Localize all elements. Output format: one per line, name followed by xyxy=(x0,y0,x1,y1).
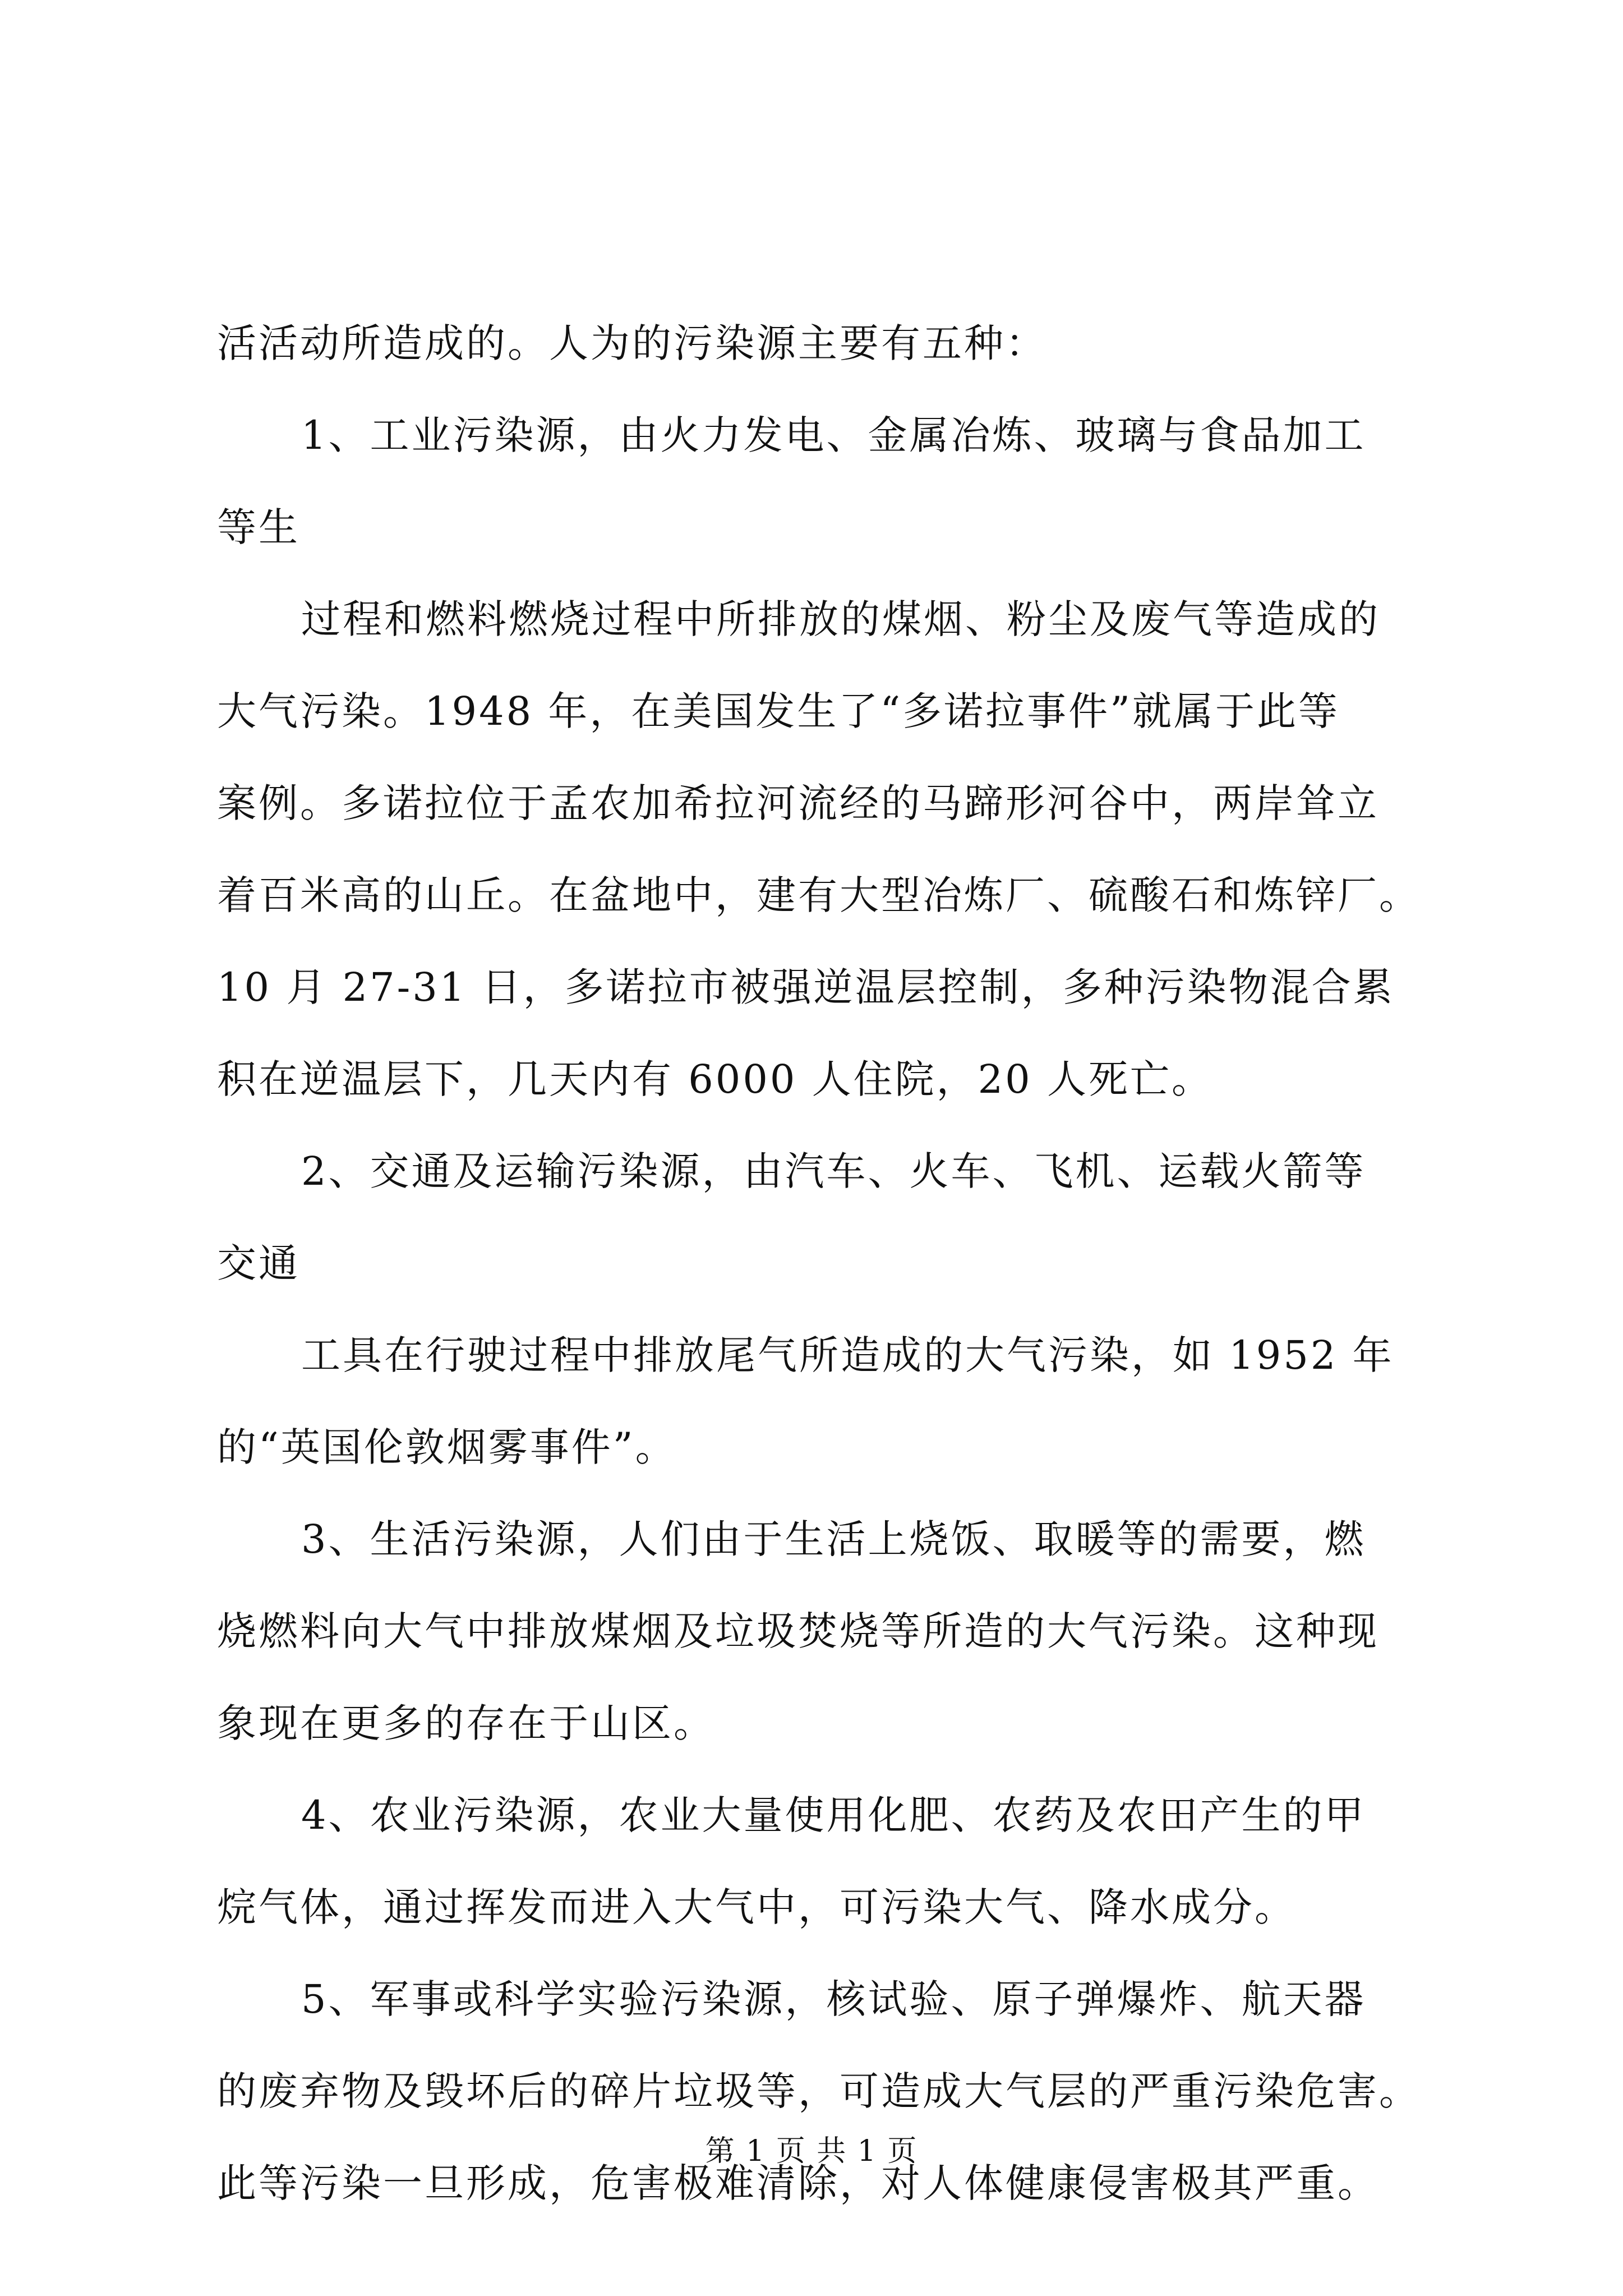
text-line: 工具在行驶过程中排放尾气所造成的大气污染，如 1952 年 xyxy=(301,1332,1394,1378)
text-line: 烷气体，通过挥发而进入大气中，可污染大气、降水成分。 xyxy=(217,1884,1296,1930)
text-line: 的“英国伦敦烟雾事件”。 xyxy=(217,1424,677,1470)
text-line: 5、军事或科学实验污染源，核试验、原子弹爆炸、航天器 xyxy=(301,1976,1366,2022)
text-line: 等生 xyxy=(217,504,300,550)
text-line: 2、交通及运输污染源，由汽车、火车、飞机、运载火箭等 xyxy=(301,1148,1366,1194)
page-footer: 第 1 页 共 1 页 xyxy=(705,2134,918,2168)
text-line: 积在逆温层下，几天内有 6000 人住院，20 人死亡。 xyxy=(217,1056,1213,1102)
text-line: 大气污染。1948 年，在美国发生了“多诺拉事件”就属于此等 xyxy=(217,688,1340,734)
text-line: 10 月 27-31 日，多诺拉市被强逆温层控制，多种污染物混合累 xyxy=(217,964,1395,1010)
text-line: 过程和燃料燃烧过程中所排放的煤烟、粉尘及废气等造成的 xyxy=(301,596,1380,642)
document-body xyxy=(217,297,1428,2229)
text-line: 活活动所造成的。人为的污染源主要有五种： xyxy=(217,320,1047,366)
text-line: 4、农业污染源，农业大量使用化肥、农药及农田产生的甲 xyxy=(301,1792,1366,1838)
text-line: 象现在更多的存在于山区。 xyxy=(217,1700,715,1746)
text-line: 案例。多诺拉位于孟农加希拉河流经的马蹄形河谷中，两岸耸立 xyxy=(217,780,1379,826)
text-line: 烧燃料向大气中排放煤烟及垃圾焚烧等所造的大气污染。这种现 xyxy=(217,1608,1379,1654)
text-line: 1、工业污染源，由火力发电、金属冶炼、玻璃与食品加工 xyxy=(301,412,1366,458)
text-line: 3、生活污染源，人们由于生活上烧饭、取暖等的需要，燃 xyxy=(301,1516,1366,1562)
text-line: 着百米高的山丘。在盆地中，建有大型冶炼厂、硫酸石和炼锌厂。 xyxy=(217,872,1421,918)
text-line: 的废弃物及毁坏后的碎片垃圾等，可造成大气层的严重污染危害。 xyxy=(217,2068,1421,2114)
text-line: 交通 xyxy=(217,1240,300,1286)
text-line: 此等污染一旦形成，危害极难清除，对人体健康侵害极其严重。 xyxy=(217,2160,1379,2206)
